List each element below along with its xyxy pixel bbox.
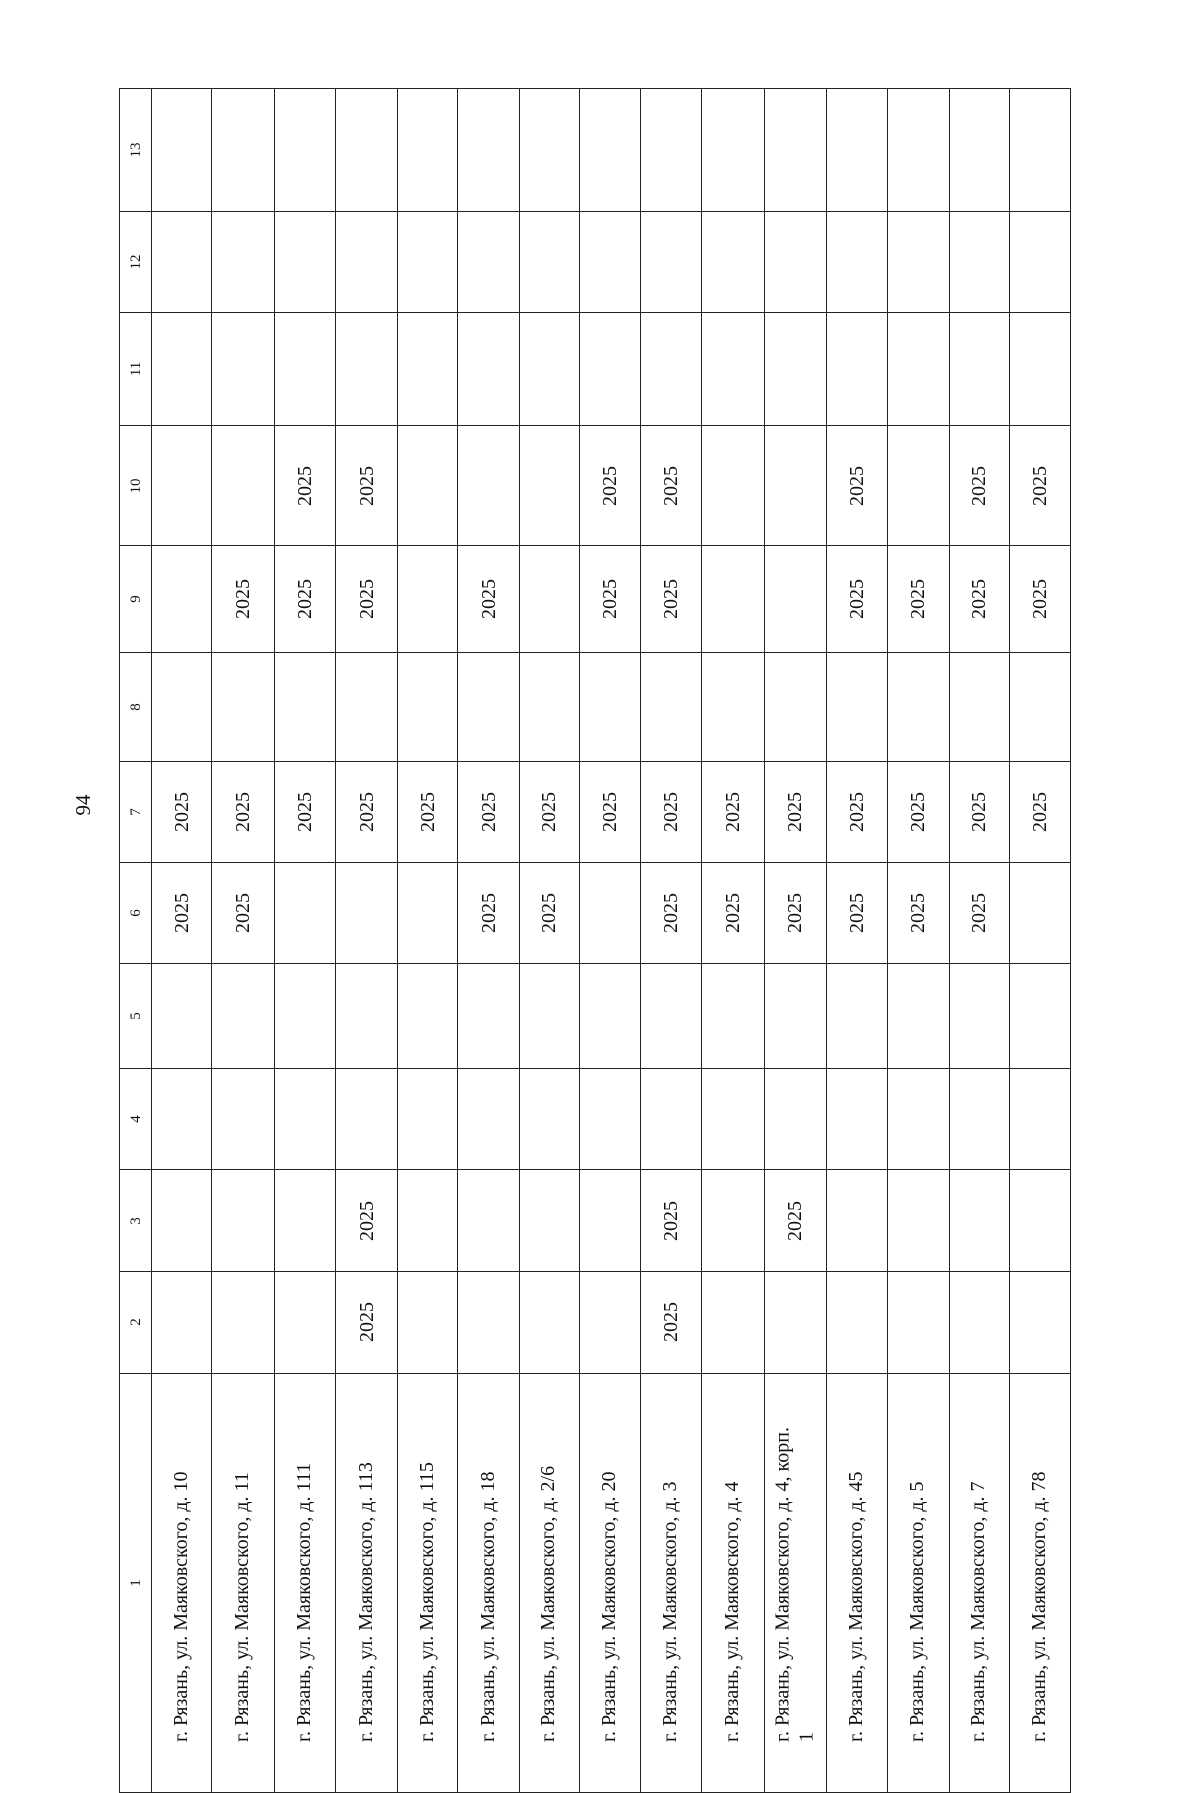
table-cell xyxy=(335,1170,397,1272)
table-cell xyxy=(641,862,702,964)
cell-value: 2025 xyxy=(1028,792,1051,833)
cell-value: 2025 xyxy=(355,1200,378,1241)
table-cell xyxy=(152,964,212,1068)
table-cell xyxy=(641,1170,702,1272)
table-cell xyxy=(579,964,640,1068)
table-cell xyxy=(398,762,458,862)
table-cell xyxy=(579,425,640,546)
table-column-1 xyxy=(120,1373,1071,1792)
table-cell xyxy=(152,546,212,653)
table-cell xyxy=(212,1271,274,1373)
table-cell xyxy=(764,546,826,653)
table-cell xyxy=(641,964,702,1068)
table-cell xyxy=(1009,212,1070,312)
table-cell xyxy=(398,312,458,425)
table-column-11 xyxy=(120,312,1071,425)
table-cell xyxy=(335,762,397,862)
table-cell xyxy=(702,653,764,762)
table-cell xyxy=(1009,425,1070,546)
cell-value: 2025 xyxy=(907,893,930,934)
address-cell xyxy=(212,1373,274,1792)
table-cell xyxy=(274,312,335,425)
table-cell xyxy=(519,1068,579,1170)
table-cell xyxy=(274,425,335,546)
table-cell xyxy=(212,89,274,212)
cell-value: 2025 xyxy=(845,465,868,506)
table-cell xyxy=(398,862,458,964)
column-header-label: 1 xyxy=(127,1579,144,1587)
table-cell xyxy=(335,1068,397,1170)
cell-value: 2025 xyxy=(231,792,254,833)
column-header-label: 11 xyxy=(127,361,144,376)
table-column-7 xyxy=(120,762,1071,862)
table-cell xyxy=(827,212,888,312)
cell-value: 2025 xyxy=(355,465,378,506)
table-cell xyxy=(641,1271,702,1373)
table-cell xyxy=(641,1068,702,1170)
address-text: г. Рязань, ул. Маяковского, д. 111 xyxy=(293,1462,316,1742)
table-cell xyxy=(827,546,888,653)
table-cell xyxy=(949,1170,1009,1272)
table-cell xyxy=(398,1068,458,1170)
table-cell xyxy=(519,964,579,1068)
table-cell xyxy=(579,89,640,212)
column-header-8 xyxy=(120,653,152,762)
address-cell xyxy=(458,1373,519,1792)
table-cell xyxy=(519,1170,579,1272)
table-cell xyxy=(152,862,212,964)
table-cell xyxy=(152,212,212,312)
table-column-4 xyxy=(120,1068,1071,1170)
column-header-label: 6 xyxy=(127,909,144,917)
table-cell xyxy=(398,1170,458,1272)
table-column-13 xyxy=(120,89,1071,212)
table-cell xyxy=(764,964,826,1068)
cell-value: 2025 xyxy=(845,893,868,934)
cell-value: 2025 xyxy=(477,579,500,620)
cell-value: 2025 xyxy=(660,465,683,506)
table-cell xyxy=(702,1170,764,1272)
table-cell xyxy=(458,653,519,762)
table-cell xyxy=(1009,653,1070,762)
table-cell xyxy=(152,312,212,425)
cell-value: 2025 xyxy=(907,579,930,620)
table-cell xyxy=(641,89,702,212)
column-header-2 xyxy=(120,1271,152,1373)
cell-value: 2025 xyxy=(598,465,621,506)
table-cell xyxy=(641,546,702,653)
table-cell xyxy=(641,762,702,862)
column-header-1 xyxy=(120,1373,152,1792)
table-column-12 xyxy=(120,212,1071,312)
table-cell xyxy=(335,212,397,312)
table-cell xyxy=(458,1068,519,1170)
table-cell xyxy=(519,546,579,653)
table-cell xyxy=(949,862,1009,964)
address-text: г. Рязань, ул. Маяковского, д. 4 xyxy=(721,1481,744,1742)
table-cell xyxy=(274,1170,335,1272)
table-cell xyxy=(888,762,949,862)
table-cell xyxy=(579,762,640,862)
table-cell xyxy=(827,312,888,425)
table-cell xyxy=(212,762,274,862)
address-text: г. Рязань, ул. Маяковского, д. 10 xyxy=(170,1471,193,1742)
table-cell xyxy=(949,546,1009,653)
table-cell xyxy=(519,425,579,546)
table-cell xyxy=(519,653,579,762)
table-cell xyxy=(641,653,702,762)
table-cell xyxy=(152,1170,212,1272)
table-cell xyxy=(579,1068,640,1170)
table-cell xyxy=(458,546,519,653)
cell-value: 2025 xyxy=(231,579,254,620)
table-cell xyxy=(702,212,764,312)
table-cell xyxy=(212,1170,274,1272)
table-cell xyxy=(519,312,579,425)
address-cell xyxy=(579,1373,640,1792)
table-cell xyxy=(702,862,764,964)
cell-value: 2025 xyxy=(293,792,316,833)
table-cell xyxy=(949,89,1009,212)
table-cell xyxy=(579,862,640,964)
table-cell xyxy=(641,312,702,425)
table-cell xyxy=(888,89,949,212)
table-cell xyxy=(519,1271,579,1373)
column-header-label: 8 xyxy=(127,703,144,712)
table-cell xyxy=(702,312,764,425)
column-header-10 xyxy=(120,425,152,546)
cell-value: 2025 xyxy=(355,1302,378,1343)
table-cell xyxy=(949,425,1009,546)
table-cell xyxy=(949,653,1009,762)
table-cell xyxy=(764,425,826,546)
table-cell xyxy=(152,425,212,546)
table-cell xyxy=(888,1170,949,1272)
address-cell xyxy=(764,1373,826,1792)
table-cell xyxy=(827,1068,888,1170)
column-header-9 xyxy=(120,546,152,653)
table-cell xyxy=(398,89,458,212)
table-cell xyxy=(152,89,212,212)
table-cell xyxy=(274,89,335,212)
cell-value: 2025 xyxy=(660,792,683,833)
table-cell xyxy=(764,89,826,212)
column-header-label: 10 xyxy=(127,478,144,494)
table-cell xyxy=(458,964,519,1068)
table-cell xyxy=(764,1170,826,1272)
cell-value: 2025 xyxy=(784,1200,807,1241)
cell-value: 2025 xyxy=(538,792,561,833)
document-table xyxy=(119,88,1071,1793)
table-cell xyxy=(212,312,274,425)
table-cell xyxy=(458,862,519,964)
column-header-label: 7 xyxy=(127,808,144,816)
address-text: г. Рязань, ул. Маяковского, д. 113 xyxy=(354,1461,377,1742)
table-cell xyxy=(458,1170,519,1272)
table-cell xyxy=(888,653,949,762)
table-cell xyxy=(335,862,397,964)
table-cell xyxy=(827,1271,888,1373)
table-cell xyxy=(949,964,1009,1068)
table-cell xyxy=(764,212,826,312)
address-text: г. Рязань, ул. Маяковского, д. 20 xyxy=(598,1471,621,1742)
cell-value: 2025 xyxy=(660,1200,683,1241)
address-text: г. Рязань, ул. Маяковского, д. 5 xyxy=(906,1481,929,1742)
cell-value: 2025 xyxy=(416,792,439,833)
table-cell xyxy=(949,312,1009,425)
table-cell xyxy=(702,1068,764,1170)
table-cell xyxy=(1009,1271,1070,1373)
address-cell xyxy=(274,1373,335,1792)
table-cell xyxy=(702,425,764,546)
address-cell xyxy=(1009,1373,1070,1792)
table-cell xyxy=(458,312,519,425)
column-header-label: 4 xyxy=(127,1115,144,1123)
column-header-4 xyxy=(120,1068,152,1170)
cell-value: 2025 xyxy=(598,792,621,833)
table-cell xyxy=(274,546,335,653)
cell-value: 2025 xyxy=(967,792,990,833)
table-cell xyxy=(274,212,335,312)
table-cell xyxy=(702,762,764,862)
table-cell xyxy=(1009,89,1070,212)
table-cell xyxy=(274,964,335,1068)
table-cell xyxy=(764,1068,826,1170)
table-cell xyxy=(152,762,212,862)
table-column-3 xyxy=(120,1170,1071,1272)
cell-value: 2025 xyxy=(784,792,807,833)
cell-value: 2025 xyxy=(967,465,990,506)
table-cell xyxy=(519,762,579,862)
table-cell xyxy=(274,1271,335,1373)
cell-value: 2025 xyxy=(477,792,500,833)
table-cell xyxy=(212,964,274,1068)
table-cell xyxy=(519,212,579,312)
table-cell xyxy=(702,546,764,653)
table-cell xyxy=(335,312,397,425)
table-cell xyxy=(702,1271,764,1373)
table-cell xyxy=(458,762,519,862)
table-cell xyxy=(212,212,274,312)
table-cell xyxy=(764,1271,826,1373)
table-cell xyxy=(274,653,335,762)
cell-value: 2025 xyxy=(355,792,378,833)
table-cell xyxy=(888,1068,949,1170)
table-cell xyxy=(152,653,212,762)
column-header-5 xyxy=(120,964,152,1068)
table-cell xyxy=(335,653,397,762)
column-header-label: 9 xyxy=(127,595,144,604)
table-cell xyxy=(579,1170,640,1272)
table-cell xyxy=(519,862,579,964)
table-cell xyxy=(827,862,888,964)
table-cell xyxy=(1009,862,1070,964)
table-cell xyxy=(888,425,949,546)
table-cell xyxy=(827,1170,888,1272)
cell-value: 2025 xyxy=(721,792,744,833)
cell-value: 2025 xyxy=(660,579,683,620)
cell-value: 2025 xyxy=(967,579,990,620)
cell-value: 2025 xyxy=(538,893,561,934)
cell-value: 2025 xyxy=(293,465,316,506)
table-cell xyxy=(827,653,888,762)
column-header-label: 2 xyxy=(127,1318,144,1326)
table-cell xyxy=(1009,964,1070,1068)
table-column-5 xyxy=(120,964,1071,1068)
table-cell xyxy=(764,862,826,964)
address-cell xyxy=(702,1373,764,1792)
table-cell xyxy=(764,312,826,425)
table-cell xyxy=(398,425,458,546)
table-cell xyxy=(335,964,397,1068)
table-cell xyxy=(335,425,397,546)
address-text: г. Рязань, ул. Маяковского, д. 45 xyxy=(845,1471,868,1742)
column-header-7 xyxy=(120,762,152,862)
address-cell xyxy=(641,1373,702,1792)
cell-value: 2025 xyxy=(598,579,621,620)
table-cell xyxy=(212,425,274,546)
cell-value: 2025 xyxy=(1028,465,1051,506)
table-cell xyxy=(764,762,826,862)
table-cell xyxy=(949,762,1009,862)
column-header-3 xyxy=(120,1170,152,1272)
table-cell xyxy=(335,546,397,653)
table-cell xyxy=(398,964,458,1068)
table-cell xyxy=(579,546,640,653)
table-cell xyxy=(212,653,274,762)
table-cell xyxy=(398,212,458,312)
cell-value: 2025 xyxy=(907,792,930,833)
table-cell xyxy=(335,89,397,212)
table-cell xyxy=(458,1271,519,1373)
table-cell xyxy=(274,1068,335,1170)
table-column-10 xyxy=(120,425,1071,546)
table-cell xyxy=(152,1068,212,1170)
table-cell xyxy=(398,546,458,653)
table-cell xyxy=(1009,762,1070,862)
cell-value: 2025 xyxy=(967,893,990,934)
column-header-11 xyxy=(120,312,152,425)
column-header-label: 3 xyxy=(127,1216,144,1225)
table-cell xyxy=(888,312,949,425)
table-cell xyxy=(274,762,335,862)
table-cell xyxy=(641,212,702,312)
table-column-6 xyxy=(120,862,1071,964)
cell-value: 2025 xyxy=(477,893,500,934)
table-cell xyxy=(458,425,519,546)
cell-value: 2025 xyxy=(231,893,254,934)
table-cell xyxy=(827,425,888,546)
table-cell xyxy=(458,212,519,312)
table-cell xyxy=(702,89,764,212)
table-cell xyxy=(519,89,579,212)
column-header-6 xyxy=(120,862,152,964)
table-cell xyxy=(702,964,764,1068)
address-text: г. Рязань, ул. Маяковского, д. 7 xyxy=(967,1481,990,1742)
table-cell xyxy=(888,862,949,964)
column-header-13 xyxy=(120,89,152,212)
cell-value: 2025 xyxy=(170,893,193,934)
table-cell xyxy=(949,212,1009,312)
table-cell xyxy=(888,212,949,312)
table-cell xyxy=(827,762,888,862)
table-cell xyxy=(579,653,640,762)
address-text: г. Рязань, ул. Маяковского, д. 115 xyxy=(416,1461,439,1742)
address-cell xyxy=(827,1373,888,1792)
table-cell xyxy=(212,862,274,964)
cell-value: 2025 xyxy=(660,1302,683,1343)
address-cell xyxy=(949,1373,1009,1792)
table-cell xyxy=(827,964,888,1068)
table-cell xyxy=(1009,1068,1070,1170)
address-text: г. Рязань, ул. Маяковского, д. 18 xyxy=(476,1471,499,1742)
cell-value: 2025 xyxy=(293,579,316,620)
table-cell xyxy=(949,1271,1009,1373)
cell-value: 2025 xyxy=(721,893,744,934)
table-cell xyxy=(1009,1170,1070,1272)
table-cell xyxy=(398,653,458,762)
column-header-label: 5 xyxy=(127,1012,144,1020)
cell-value: 2025 xyxy=(845,792,868,833)
table-cell xyxy=(579,1271,640,1373)
table-cell xyxy=(335,1271,397,1373)
table-column-8 xyxy=(120,653,1071,762)
column-header-12 xyxy=(120,212,152,312)
cell-value: 2025 xyxy=(355,579,378,620)
column-header-label: 13 xyxy=(127,142,144,158)
address-text: г. Рязань, ул. Маяковского, д. 4, корп. 1 xyxy=(771,1426,818,1742)
address-cell xyxy=(152,1373,212,1792)
cell-value: 2025 xyxy=(170,792,193,833)
address-cell xyxy=(519,1373,579,1792)
address-cell xyxy=(398,1373,458,1792)
table-cell xyxy=(398,1271,458,1373)
cell-value: 2025 xyxy=(784,893,807,934)
table-cell xyxy=(1009,546,1070,653)
table-cell xyxy=(764,653,826,762)
table-cell xyxy=(641,425,702,546)
table-cell xyxy=(1009,312,1070,425)
page-number: 94 xyxy=(71,794,95,816)
table-column-2 xyxy=(120,1271,1071,1373)
table-cell xyxy=(888,1271,949,1373)
address-text: г. Рязань, ул. Маяковского, д. 78 xyxy=(1028,1471,1051,1742)
table-cell xyxy=(579,312,640,425)
table-cell xyxy=(152,1271,212,1373)
cell-value: 2025 xyxy=(660,893,683,934)
table-cell xyxy=(949,1068,1009,1170)
address-text: г. Рязань, ул. Маяковского, д. 11 xyxy=(231,1471,254,1742)
cell-value: 2025 xyxy=(845,579,868,620)
column-header-label: 12 xyxy=(127,254,144,270)
table-cell xyxy=(579,212,640,312)
table-cell xyxy=(212,1068,274,1170)
table-cell xyxy=(827,89,888,212)
address-text: г. Рязань, ул. Маяковского, д. 2/6 xyxy=(537,1465,560,1742)
table-cell xyxy=(274,862,335,964)
table-cell xyxy=(888,546,949,653)
table-column-9 xyxy=(120,546,1071,653)
cell-value: 2025 xyxy=(1028,579,1051,620)
address-cell xyxy=(888,1373,949,1792)
table-cell xyxy=(888,964,949,1068)
table-cell xyxy=(212,546,274,653)
table-cell xyxy=(458,89,519,212)
address-text: г. Рязань, ул. Маяковского, д. 3 xyxy=(659,1481,682,1742)
address-cell xyxy=(335,1373,397,1792)
